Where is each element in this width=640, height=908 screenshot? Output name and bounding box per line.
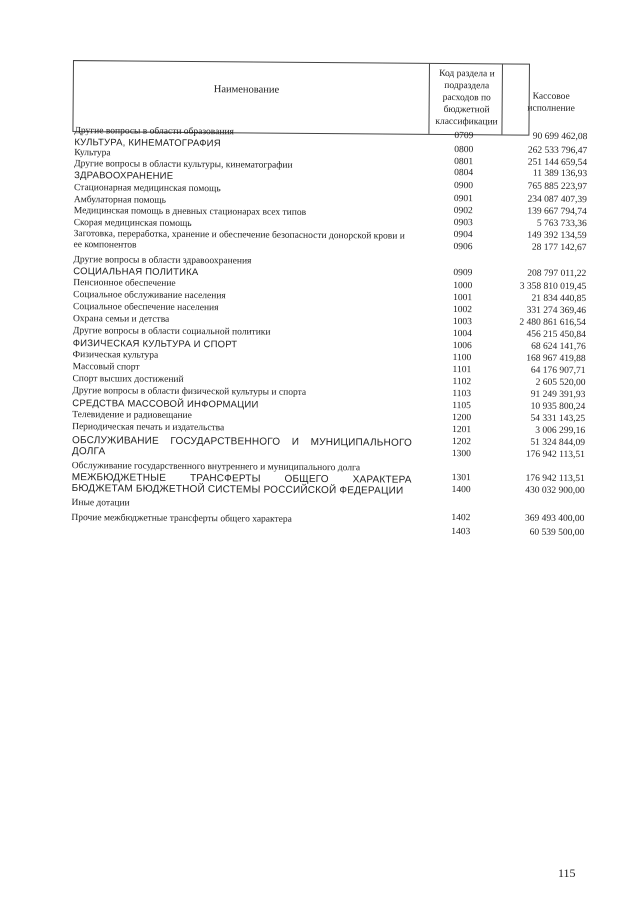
row-amount: 149 392 134,59 [527, 230, 587, 242]
row-code: 0904 [453, 230, 473, 241]
row-code: 1402 [451, 513, 471, 524]
table-row: Телевидение и радиовещание [72, 410, 192, 422]
row-amount: 176 942 113,51 [525, 473, 585, 485]
table-row: Иные дотации [71, 498, 130, 509]
header-execution: Кассовое исполнение [527, 91, 575, 115]
table-row: Другие вопросы в области здравоохранения [73, 255, 252, 267]
row-code: 1200 [452, 413, 472, 424]
row-amount: 168 967 419,88 [526, 353, 586, 365]
row-code: 1002 [453, 305, 473, 316]
row-amount: 5 763 733,36 [536, 218, 587, 230]
table-row: Скорая медицинская помощь [73, 218, 192, 229]
row-code: 0906 [453, 242, 473, 253]
table-row: ЗДРАВООХРАНЕНИЕ [74, 170, 174, 182]
row-amount: 331 274 369,46 [526, 305, 587, 317]
row-code: 1400 [451, 485, 471, 496]
row-amount: 369 493 400,00 [524, 513, 585, 525]
row-amount: 176 942 113,51 [525, 449, 585, 461]
row-code: 1300 [451, 449, 471, 460]
row-code: 1003 [452, 317, 472, 328]
page-number: 115 [558, 866, 576, 880]
row-amount: 139 667 794,74 [527, 206, 587, 218]
row-amount: 68 624 141,76 [531, 341, 586, 353]
row-amount: 456 215 450,84 [526, 329, 586, 341]
row-code: 1101 [452, 365, 472, 376]
row-amount: 60 539 500,00 [529, 527, 585, 539]
table-row: Другие вопросы в области культуры, кинематографии [74, 159, 293, 171]
row-code: 1004 [452, 329, 472, 340]
row-code: 1103 [452, 389, 472, 400]
row-code: 1202 [451, 437, 472, 448]
row-code: 1105 [452, 401, 471, 412]
row-amount: 90 699 462,08 [532, 131, 588, 143]
table-row: Другие вопросы в области социальной политики [72, 326, 271, 338]
header-code: Код раздела и подраздела расходов по бюджетной классификации [435, 68, 498, 128]
row-code: 1100 [452, 353, 472, 364]
table-row: СОЦИАЛЬНАЯ ПОЛИТИКА [73, 266, 199, 279]
table-row: Другие вопросы в области образования [74, 126, 234, 138]
table-row: ФИЗИЧЕСКАЯ КУЛЬТУРА И СПОРТ [72, 338, 238, 351]
row-code: 0804 [454, 168, 474, 179]
row-amount: 208 797 011,22 [527, 268, 587, 280]
table-row: Массовый спорт [72, 362, 140, 373]
table-row: Медицинская помощь в дневных стационарах всех типов [73, 206, 307, 218]
table-row: Обслуживание государственного внутреннего и муниципального долга [71, 461, 361, 474]
table-row: Культура [74, 148, 111, 159]
row-amount: 234 087 407,39 [527, 194, 587, 206]
table-row: Спорт высших достижений [72, 374, 184, 385]
row-code: 0900 [453, 181, 474, 192]
row-amount: 21 834 440,85 [531, 293, 587, 305]
row-code: 0800 [454, 145, 474, 156]
row-code: 0709 [454, 131, 474, 142]
row-code: 0801 [454, 157, 474, 168]
table-row: Прочие межбюджетные трансферты общего характера [71, 513, 292, 525]
row-amount: 251 144 659,54 [527, 157, 588, 169]
header-name: Наименование [213, 84, 280, 96]
row-amount: 2 480 861 616,54 [519, 317, 586, 329]
table-row: Социальное обслуживание населения [73, 290, 226, 302]
row-code: 0902 [453, 206, 473, 217]
row-amount: 10 935 800,24 [530, 401, 586, 413]
row-amount: 3 358 810 019,45 [519, 281, 587, 293]
row-amount: 430 032 900,00 [525, 485, 585, 497]
table-row: Амбулаторная помощь [73, 195, 166, 206]
row-amount: 2 605 520,00 [535, 377, 586, 389]
row-code: 1403 [451, 527, 471, 538]
row-amount: 765 885 223,97 [527, 181, 588, 193]
table-row: КУЛЬТУРА, КИНЕМАТОГРАФИЯ [74, 137, 221, 150]
row-amount: 51 324 844,09 [530, 437, 586, 449]
table-row: Заготовка, переработка, хранение и обеспечение безопасности донорской крови и ее компонентов [73, 229, 405, 251]
table-row: ОБСЛУЖИВАНИЕ ГОСУДАРСТВЕННОГО И МУНИЦИПАЛЬНОГО ДОЛГА [71, 435, 413, 458]
row-code: 1102 [452, 377, 472, 388]
table-row: Стационарная медицинская помощь [73, 183, 221, 195]
row-code: 1201 [452, 425, 472, 436]
table-row: Другие вопросы в области физической культуры и спорта [72, 386, 307, 398]
table-row: Периодическая печать и издательства [72, 422, 225, 434]
row-code: 1001 [453, 293, 473, 304]
table-row: Охрана семьи и детства [72, 314, 170, 325]
row-amount: 3 006 299,16 [535, 425, 586, 437]
row-amount: 54 331 143,25 [530, 413, 586, 425]
row-amount: 262 533 796,47 [527, 145, 588, 157]
table-row: Пенсионное обеспечение [73, 278, 176, 289]
row-code: 0901 [453, 194, 473, 205]
table-row: СРЕДСТВА МАССОВОЙ ИНФОРМАЦИИ [72, 398, 259, 411]
row-amount: 11 389 136,93 [532, 168, 588, 180]
row-amount: 28 177 142,67 [531, 242, 587, 254]
row-code: 1301 [451, 473, 471, 484]
row-amount: 91 249 391,93 [530, 389, 586, 401]
row-code: 0909 [453, 268, 473, 279]
row-amount: 64 176 907,71 [530, 365, 586, 377]
row-code: 1006 [452, 341, 472, 352]
row-code: 0903 [453, 218, 473, 229]
table-row: Физическая культура [72, 350, 159, 361]
table-row: Социальное обеспечение населения [73, 302, 219, 314]
table-row: МЕЖБЮДЖЕТНЫЕ ТРАНСФЕРТЫ ОБЩЕГО ХАРАКТЕРА БЮДЖЕТАМ БЮДЖЕТНОЙ СИСТЕМЫ РОССИЙСКОЙ ФЕДЕРАЦИИ [71, 472, 412, 497]
row-code: 1000 [453, 281, 473, 292]
